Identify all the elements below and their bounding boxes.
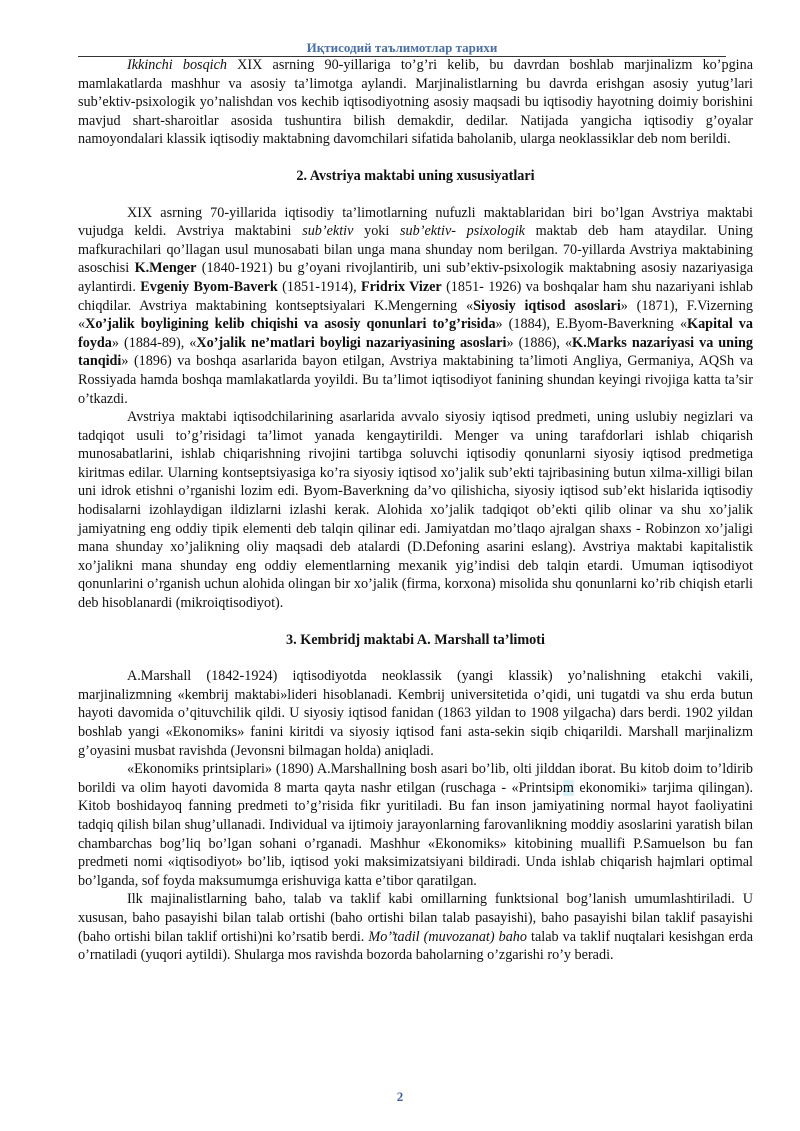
section-2-paragraph-2: Avstriya maktabi iqtisodchilarining asarlarida avvalo siyosiy iqtisod predmeti, uning uslubiy negizlari va tadqiqot usuli to’g’risidagi ta’limot yanada kengaytirildi. Menger va uning tarafdorlari ishlab chiqarish munosabatlarini, ishlab chiqarishning rivojini tartibga soluvchi iqtisodiy qonunlarni siyosiy iqtisod predmetiga kiritmas edilar. Ularning kontseptsiyasiga ko’ra siyosiy iqtisod xo’jalik sub’ekti tajribasining butun xilma-xilligi bilan uni idrok etishni o’rganishi lozim edi. Byom-Baverkning da’vo qilishicha, siyosiy iqtisod sub’ekt hislarida iqtisodiy hodisalarni izohlaydigan ildizlarni izlashi kerak. Alohida xo’jalik tadqiqot ob’ekti qilib olinar va shu xo’jalik jamiyatning eng oddiy tipik elementi deb talqin qilinar edi. Jamiyatdan mo’tlaqo ajralgan shaxs - Robinzon xo’jaligi mana shunday xo’jalikning oliy maqsadi deb atalardi (D.Defoning asarini eslang). Avstriya maktabi kapitalistik xo’jalikni mana shunday eng oddiy elementlarning mexanik yig’indisi deb talqin etardi. Umuman iqtisodiyot qonunlarini o’rganish uchun alohida olingan bir xo’jalik (firma, korxona) misolida shu qonunlarni ko’rib chiqish etarli deb hisoblanardi (mikroiqtisodiyot). xyxy=(78,409,753,612)
text-run: «Ekonomiks printsiplari» (1890) A.Marshallning bosh asari bo’lib, olti jilddan iborat. Bu kitob doim to’ldirib borildi va olim hayoti davomida 8 marta qayta nashr etilgan (ruschaga - «Printsip xyxy=(78,761,753,796)
italic-term: Mo’’tadil (muvozanat) baho xyxy=(368,928,527,945)
section-2-paragraph-1 xyxy=(78,204,753,409)
text-run: yoki xyxy=(353,223,401,240)
book-title: Siyosiy iqtisod asoslari xyxy=(473,297,621,314)
section-3-paragraph-3 xyxy=(78,890,753,964)
section-3-paragraph-2 xyxy=(78,760,753,890)
text-run: » (1871), F.Vizerning « xyxy=(78,297,753,333)
text-run: XIX asrning 70-yillarida iqtisodiy ta’limotlarning nufuzli maktablaridan biri bo’lgan Avstriya maktabi vujudga keldi. Avstriya maktabini xyxy=(78,204,753,240)
section-2-heading: 2. Avstriya maktabi uning xususiyatlari xyxy=(296,167,535,184)
intro-text: XIX asrning 90-yillariga to’g’ri kelib, bu davrdan boshlab marjinalizm ko’pgina mamlakatlarda mashhur va asosiy ta’limotga aylandi. Marjinalistlarning bu davrda erishgan asosiy yutug’lari sub’ektiv-psixologik yo’nalishdan vos kechib iqtisodiyotning asosiy maqsadi bu iqtisodiy hayotning doimiy borishini mavjud shart-sharoitlar asosida tushuntira bilish demakdir, dedilar. Natijada yangicha iqtisodiy g’oyalar namoyondalari klassik iqtisodiy maktabning davomchilari sifatida baholanib, ularga neoklassiklar deb nom berildi. xyxy=(78,57,753,148)
text-run: » (1886), « xyxy=(506,334,573,351)
page-number: 2 xyxy=(396,1089,404,1104)
highlighted-text: m xyxy=(562,779,574,796)
section-3-heading: 3. Kembridj maktabi A. Marshall ta’limoti xyxy=(286,631,545,648)
intro-stage-label: Ikkinchi bosqich xyxy=(127,57,227,73)
text-run: » (1896) va boshqa asarlarida bayon etilgan, Avstriya maktabining ta’limoti Angliya, Germaniya, AQSh va Rossiyada hamda boshqa mamlakatlarda yoyildi. Bu ta’limot iqtisodiyot fanining shundan keyingi rivojiga katta ta’sir o’tkazdi. xyxy=(78,353,753,407)
running-header: Иқтисодий таълимотлар тарихи xyxy=(78,40,726,57)
author-name: Fridrix Vizer xyxy=(360,278,442,295)
book-title: Xo’jalik boyligining kelib chiqishi va asosiy qonunlari to’g’risida xyxy=(85,316,496,333)
text-run: » (1884), E.Byom-Baverkning « xyxy=(495,316,688,333)
italic-term: sub’ektiv- psixologik xyxy=(400,223,525,240)
text-run: talab va taklif nuqtalari kesishgan erda o’rnatiladi (yuqori aytildi). Shularga mos ravishda bozorda baholarning o’zgarishi ro’y beradi. xyxy=(78,928,753,964)
text-run: » (1884-89), « xyxy=(111,334,197,351)
text-run: (1851-1914), xyxy=(277,278,361,295)
book-title: K.Marks nazariyasi va uning tanqidi xyxy=(78,334,753,370)
text-run: (1851- 1926) va boshqalar ham shu nazariyani ishlab chiqdilar. Avstriya maktabining kontseptsiyalari K.Mengerning « xyxy=(78,278,753,314)
page-content xyxy=(78,56,753,965)
text-run: ekonomiki» tarjima qilingan). Kitob boshidayoq fanning predmeti to’g’risida fikr yuritiladi. Bu fan inson jamiyatining normal hayot faoliyatini tadqiq qilish bilan shug’ullanadi. Individual va ijtimoiy jarayonlarning farovanlikning moddiy asoslarini yaratish bilan chambarchas bog’liq bo’lgan sohani o’rganadi. Mashhur «Ekonomiks» kitobining muallifi P.Samuelson bu fan predmeti nomi «iqtisodiyot» bo’lib, iqtisod yoki maksimizatsiyani bildiradi. Unda ishlab chiqarish hajmlari optimal bo’lganda, sof foyda maksumumga erishuviga katta e’tibor qaratilgan. xyxy=(78,779,753,889)
book-title: Xo’jalik ne’matlari boyligi nazariyasining asoslari xyxy=(196,334,507,351)
author-name: Evgeniy Byom-Baverk xyxy=(140,278,278,295)
author-name: K.Menger xyxy=(134,260,197,277)
italic-term: sub’ektiv xyxy=(302,223,354,240)
text-run: maktab deb ham ataydilar. Uning mafkurachilari qo’llagan usul munosabati bilan unga mana shunday nom berilgan. 70-yillarda Avstriya maktabining asoschisi xyxy=(78,223,754,277)
book-title: Kapital va foyda xyxy=(78,316,753,351)
text-run: (1840-1921) bu g’oyani rivojlantirib, uni sub’ektiv-psixologik maktabning asosiy nazariyasiga aylantirdi. xyxy=(78,260,753,295)
intro-paragraph xyxy=(78,56,753,149)
text-run: Ilk majinalistlarning baho, talab va taklif kabi omillarning funktsional bog’lanish umumlashtiriladi. U xususan, baho pasayishi bilan talab ortishi (baho ortishi bilan talab pasayishi), baho pasayishi bilan taklif pasayishi (baho ortishi bilan taklif ortishi)ni ko’rsatib berdi. xyxy=(78,891,753,945)
section-3-paragraph-1: A.Marshall (1842-1924) iqtisodiyotda neoklassik (yangi klassik) yo’nalishning etakchi vakili, marjinalizmning «kembrij maktabi»lideri hisoblanadi. Kembrij universitetida o’qidi, uni tugatdi va shu erda butun hayoti davomida o’qituvchilik qildi. U siyosiy iqtisod fanidan (1863 yildan to 1908 yilgacha) dars berdi. 1902 yildan boshlab yangi «Ekonomiks» fanini kiritdi va siyosiy iqtisod fani asta-sekin siqib chiqarildi. Marshall marjinalizm g’oyasini musbat ravishda (Jevonsni bilmagan holda) aniqladi. xyxy=(78,668,753,759)
